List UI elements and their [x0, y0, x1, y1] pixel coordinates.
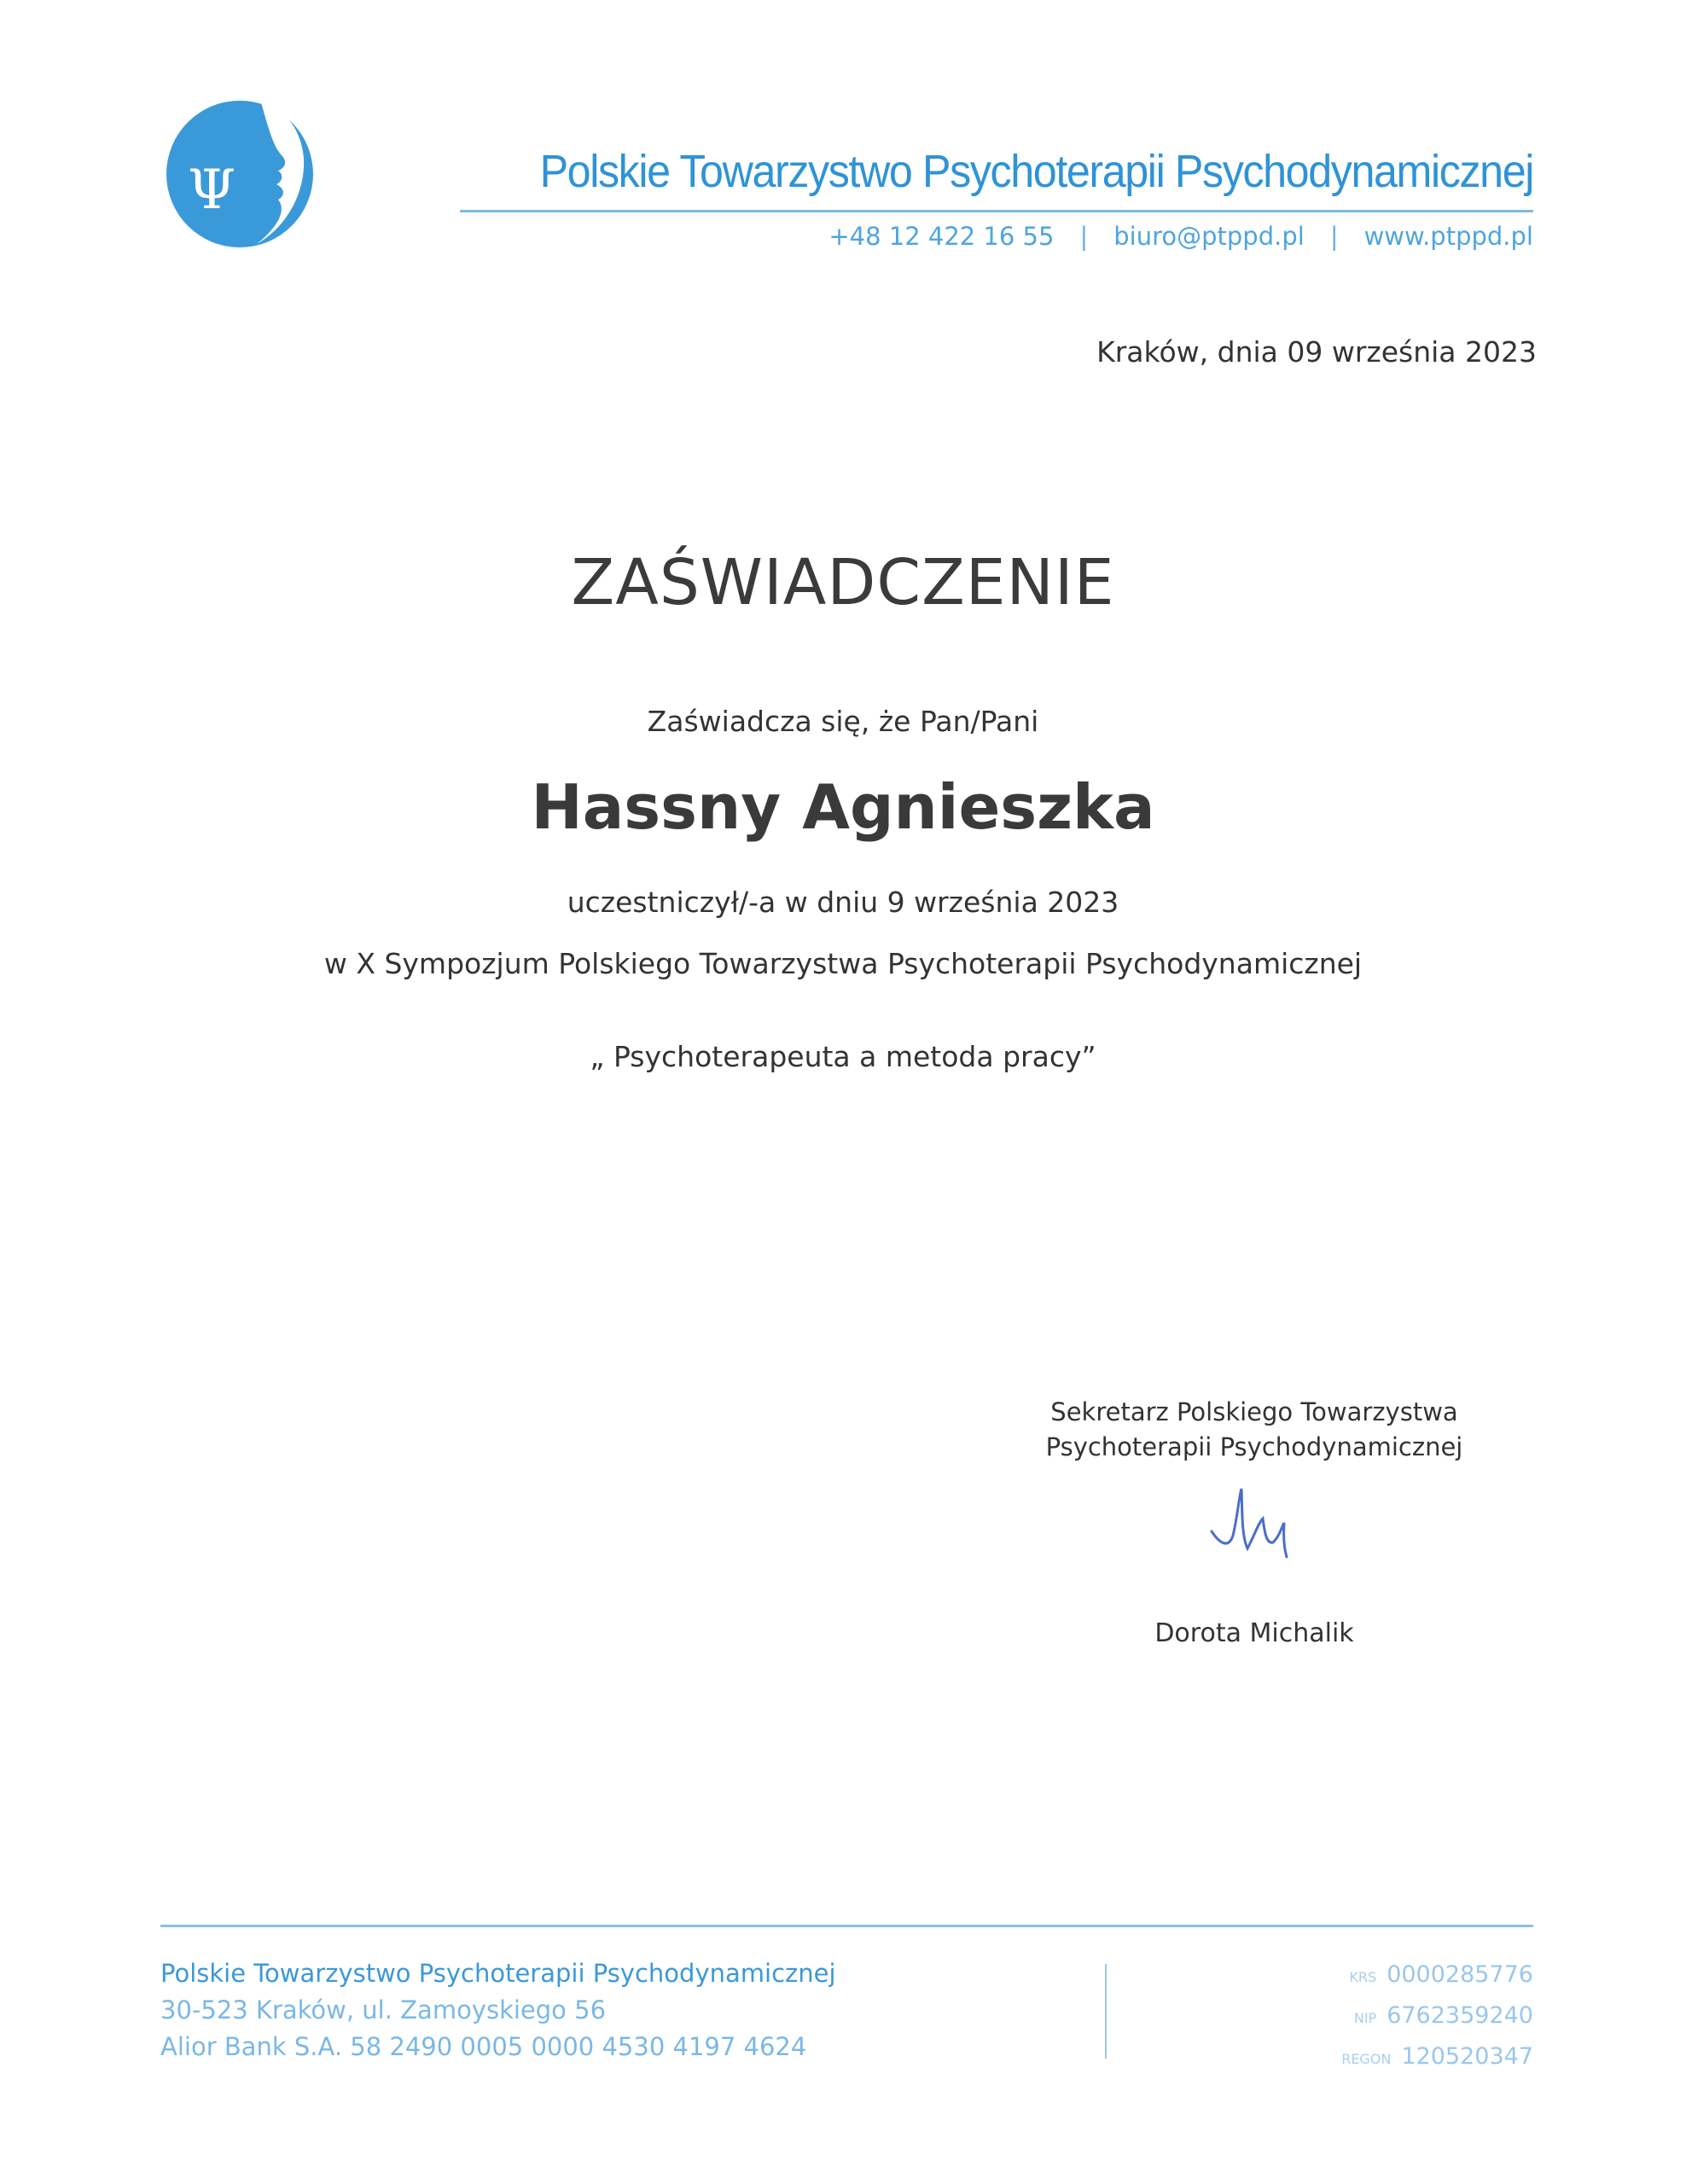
- signatory-role: [998, 1395, 1510, 1465]
- signer-name: Dorota Michalik: [1154, 1618, 1354, 1648]
- footer-address-block: [160, 1955, 836, 2065]
- footer-bank: Alior Bank S.A. 58 2490 0005 0000 4530 4197 4624: [160, 2032, 807, 2061]
- separator: |: [1079, 222, 1089, 251]
- event-topic: „ Psychoterapeuta a metoda pracy”: [590, 1040, 1096, 1073]
- date-line: Kraków, dnia 09 września 2023: [1096, 335, 1537, 369]
- email-link[interactable]: biuro@ptppd.pl: [1113, 222, 1305, 251]
- header-divider: [460, 210, 1533, 212]
- event-line: w X Sympozjum Polskiego Towarzystwa Psychoterapii Psychodynamicznej: [323, 947, 1363, 980]
- handwritten-signature: [1195, 1476, 1314, 1570]
- separator: |: [1329, 222, 1339, 251]
- participant-name: Hassny Agnieszka: [531, 771, 1155, 843]
- registry-nip: NIP 6762359240: [1353, 2002, 1533, 2029]
- phone: +48 12 422 16 55: [828, 222, 1055, 251]
- footer-registry-block: [1341, 1955, 1533, 2078]
- footer-address: 30-523 Kraków, ul. Zamoyskiego 56: [160, 1995, 607, 2024]
- document-title: ZAŚWIADCZENIE: [571, 546, 1115, 619]
- footer-org-name: Polskie Towarzystwo Psychoterapii Psychodynamicznej: [160, 1959, 836, 1988]
- organization-logo: [159, 99, 321, 249]
- footer-divider: [160, 1925, 1533, 1927]
- role-line: Sekretarz Polskiego Towarzystwa: [1050, 1397, 1458, 1426]
- organization-name: Polskie Towarzystwo Psychoterapii Psychodynamicznej: [539, 146, 1533, 197]
- footer-vertical-divider: [1105, 1964, 1107, 2059]
- registry-regon: REGON 120520347: [1341, 2043, 1533, 2070]
- contact-line: [683, 222, 1533, 251]
- website-link[interactable]: www.ptppd.pl: [1363, 222, 1533, 251]
- svg-text:Ψ: Ψ: [187, 159, 236, 222]
- registry-krs: KRS 0000285776: [1349, 1961, 1533, 1988]
- intro-text: Zaświadcza się, że Pan/Pani: [647, 705, 1039, 738]
- role-line: Psychoterapii Psychodynamicznej: [1045, 1432, 1463, 1461]
- participation-line: uczestniczył/-a w dniu 9 września 2023: [567, 886, 1119, 919]
